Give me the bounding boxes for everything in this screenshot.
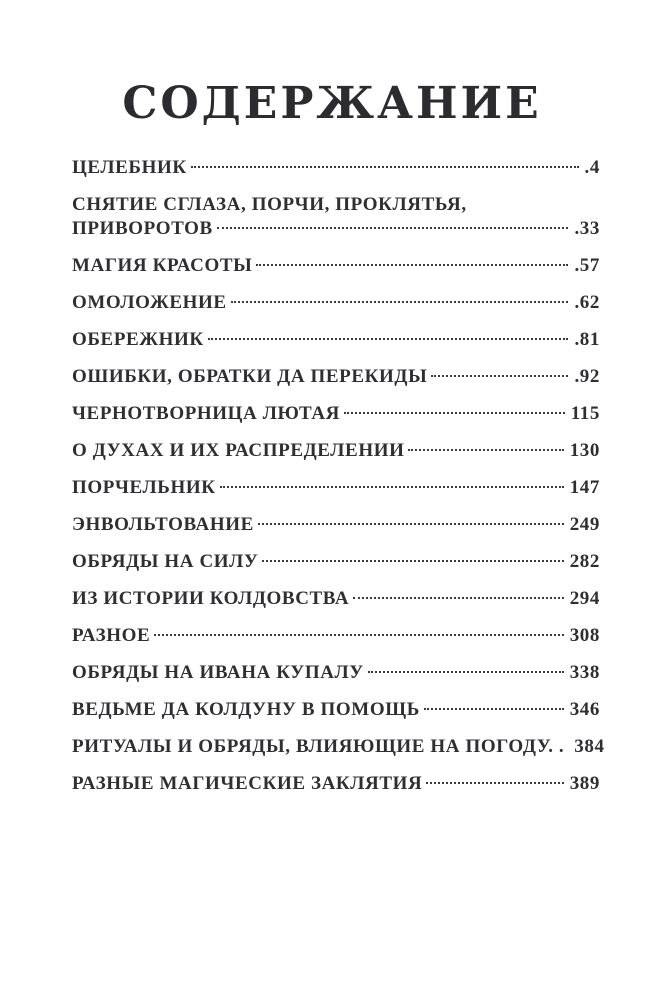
- toc-entry[interactable]: [72, 439, 600, 463]
- toc-entry-label: ЦЕЛЕБНИК: [72, 157, 187, 178]
- dot-leader: [208, 338, 569, 340]
- dot-leader: [217, 227, 569, 229]
- toc-page-number: .81: [574, 329, 600, 350]
- dot-leader: [368, 671, 564, 673]
- toc-page-number: 389: [569, 773, 600, 794]
- dot-leader: [256, 264, 568, 266]
- dot-leader: [408, 449, 563, 451]
- toc-entry[interactable]: [72, 328, 600, 352]
- toc-entry[interactable]: [72, 735, 605, 759]
- dot-leader: [426, 782, 563, 784]
- toc-page-number: 294: [569, 588, 600, 609]
- dot-leader: [431, 375, 568, 377]
- toc-entry[interactable]: [72, 291, 600, 315]
- toc-entry-label: ОШИБКИ, ОБРАТКИ ДА ПЕРЕКИДЫ: [72, 366, 428, 387]
- dot-leader: [424, 708, 564, 710]
- toc-entry[interactable]: [72, 624, 600, 648]
- toc-entry[interactable]: [72, 661, 600, 685]
- toc-entry-label: ПОРЧЕЛЬНИК: [72, 477, 216, 498]
- dot-leader: [353, 597, 564, 599]
- toc-entry[interactable]: [72, 513, 600, 537]
- page-title: СОДЕРЖАНИЕ: [122, 78, 542, 129]
- toc-entry-label: РАЗНОЕ: [72, 625, 151, 646]
- toc-page-number: .57: [574, 255, 600, 276]
- toc-page-number: .33: [574, 218, 600, 239]
- toc-page-number: 249: [569, 514, 600, 535]
- toc-entry-label: ЧЕРНОТВОРНИЦА ЛЮТАЯ: [72, 403, 340, 424]
- toc-page-number: 338: [569, 662, 600, 683]
- toc-entry[interactable]: [72, 156, 600, 180]
- dot-leader: [344, 412, 565, 414]
- toc-entry[interactable]: [72, 476, 600, 500]
- dot-leader: [154, 634, 563, 636]
- toc-page-number: 308: [569, 625, 600, 646]
- toc-entry-label: О ДУХАХ И ИХ РАСПРЕДЕЛЕНИИ: [72, 440, 405, 461]
- toc-entry-label: ОБРЯДЫ НА СИЛУ: [72, 551, 259, 572]
- toc-entry-label: ПРИВОРОТОВ: [72, 218, 213, 239]
- toc-page-number: 130: [569, 440, 600, 461]
- toc-entry[interactable]: [72, 193, 600, 241]
- toc-entry-label: ОБЕРЕЖНИК: [72, 329, 204, 350]
- toc-page-number: 147: [569, 477, 600, 498]
- toc-entry[interactable]: [72, 550, 600, 574]
- toc-page-number: 384: [574, 736, 605, 757]
- toc-page-number: .4: [584, 157, 600, 178]
- dot-leader: [220, 486, 564, 488]
- toc-entry-label: РИТУАЛЫ И ОБРЯДЫ, ВЛИЯЮЩИЕ НА ПОГОДУ. .: [72, 736, 565, 757]
- toc-entry-label: ОБРЯДЫ НА ИВАНА КУПАЛУ: [72, 662, 364, 683]
- toc-entry-label: ВЕДЬМЕ ДА КОЛДУНУ В ПОМОЩЬ: [72, 699, 420, 720]
- toc-page-number: 115: [570, 403, 600, 424]
- toc-entry-label: РАЗНЫЕ МАГИЧЕСКИЕ ЗАКЛЯТИЯ: [72, 773, 423, 794]
- dot-leader: [258, 523, 564, 525]
- dot-leader: [191, 166, 579, 168]
- table-of-contents: [72, 156, 605, 809]
- toc-entry[interactable]: [72, 402, 600, 426]
- toc-page-number: 346: [569, 699, 600, 720]
- dot-leader: [262, 560, 563, 562]
- toc-page-number: .92: [574, 366, 600, 387]
- toc-entry-label: МАГИЯ КРАСОТЫ: [72, 255, 253, 276]
- toc-entry-label-line1: СНЯТИЕ СГЛАЗА, ПОРЧИ, ПРОКЛЯТЬЯ,: [72, 194, 467, 215]
- toc-entry[interactable]: [72, 772, 600, 796]
- dot-leader: [231, 301, 569, 303]
- toc-entry-label: ОМОЛОЖЕНИЕ: [72, 292, 227, 313]
- toc-page-number: 282: [569, 551, 600, 572]
- toc-entry[interactable]: [72, 365, 600, 389]
- toc-entry-label: ИЗ ИСТОРИИ КОЛДОВСТВА: [72, 588, 350, 609]
- toc-page-number: .62: [574, 292, 600, 313]
- toc-entry[interactable]: [72, 587, 600, 611]
- toc-entry-label: ЭНВОЛЬТОВАНИЕ: [72, 514, 254, 535]
- toc-entry[interactable]: [72, 698, 600, 722]
- toc-entry[interactable]: [72, 254, 600, 278]
